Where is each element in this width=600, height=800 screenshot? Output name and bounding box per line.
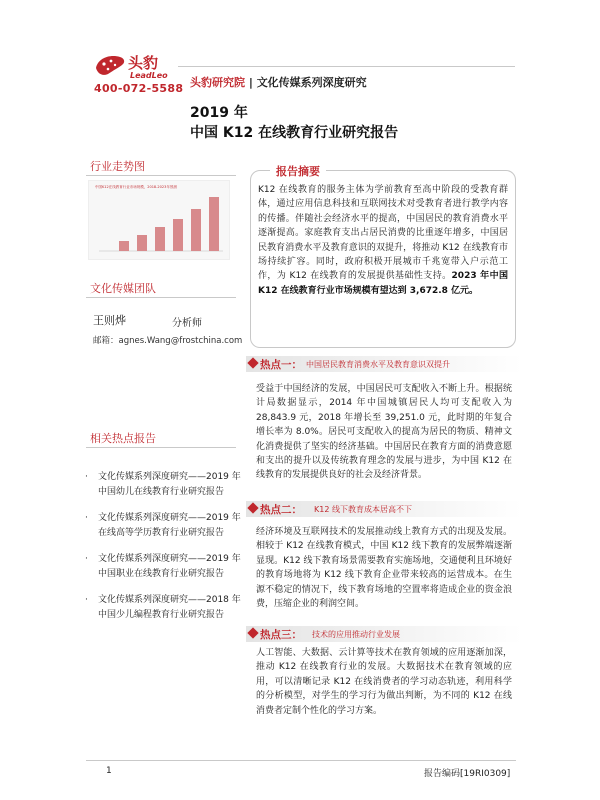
summary-text xyxy=(258,183,508,298)
related-report-item[interactable] xyxy=(84,552,244,582)
hotspot-1-header xyxy=(246,356,522,372)
hotspot-2-header xyxy=(246,501,522,517)
team-heading: 文化传媒团队 xyxy=(90,282,156,295)
chart-bar-1 xyxy=(119,241,129,251)
report-year: 2019 年 xyxy=(190,105,248,121)
leadleo-logo xyxy=(92,48,172,86)
chart-title: 中国K12在线教育行业市场规模，2018-2023年预测 xyxy=(95,185,177,189)
hotspot-3-text: 人工智能、大数据、云计算等技术在教育领域的应用逐渐加深，推动 K12 在线教育行业的发展。大数据技术在教育领域的应用，可以清晰记录 K12 在线消费者的学习动态轨迹，利用科学的分析模型，对学生的学习行为做出判断，为不同的 K12 在线消费者定制个性化的学习方案。 xyxy=(256,648,512,716)
logo-subtext: LeadLeo xyxy=(130,71,168,80)
summary-body: K12 在线教育的服务主体为学前教育至高中阶段的受教育群体，通过应用信息科技和互联网技术对受教育者进行教学内容的传播。伴随社会经济水平的提高，中国居民的教育消费水平逐渐提高。家庭教育支出占居民消费的比重逐年增多，中国居民教育消费水平及教育意识的双提升，将推动 K12 在线教育市场持续扩容。同时，政府积极开展城市千兆宽带入户示范工作，为 K12 在线教育的发展提供基础性支持。 xyxy=(258,185,508,282)
hotspot-2-subtitle: K12 线下教育成本居高不下 xyxy=(314,505,412,514)
hotspot-1-text: 受益于中国经济的发展，中国居民可支配收入不断上升。根据统计局数据显示，2014 年中国城镇居民人均可支配收入为 28,843.9 元，2018 年增长至 39,251.0 元，此时期的年复合增长率为 8.0%。居民可支配收入的提高为居民的物质、精神文化消费提供了坚实的经济基础。中国居民在教育方面的消费意愿和支出的提升以及传统教育理念的发展与进步，为中国 K12 在线教育的发展提供良好的社会及经济背景。 xyxy=(256,384,512,481)
bullet-icon: · xyxy=(85,595,88,605)
brand-line xyxy=(190,74,367,90)
related-report-title: 文化传媒系列深度研究——2019 年在线高等学历教育行业研究报告 xyxy=(98,513,241,538)
chart-bar-5 xyxy=(191,209,201,251)
trend-divider xyxy=(86,175,236,176)
chart-bar-2 xyxy=(137,235,147,251)
related-report-item[interactable] xyxy=(84,511,244,541)
related-divider xyxy=(86,447,236,448)
report-title: 中国 K12 在线教育行业研究报告 xyxy=(190,125,399,141)
bullet-icon: · xyxy=(85,472,88,482)
analyst-name: 王则烨 xyxy=(93,314,126,327)
related-report-list xyxy=(84,470,244,634)
hotspot-1-label: 热点一： xyxy=(260,359,302,371)
page-number: 1 xyxy=(106,766,112,776)
chart-bar-4 xyxy=(173,219,183,251)
summary-highlight: 2023 年中国 K12 在线教育行业市场规模有望达到 3,672.8 亿元。 xyxy=(258,271,508,296)
logo-text: 头豹 xyxy=(128,54,159,72)
brand-separator: | xyxy=(245,76,257,89)
hotspot-1-subtitle: 中国居民教育消费水平及教育意识双提升 xyxy=(306,360,450,369)
leopard-icon xyxy=(96,56,124,75)
contact-phone: 400-072-5588 xyxy=(94,82,184,95)
report-code: 报告编码[19RI0309] xyxy=(424,769,511,779)
analyst-role: 分析师 xyxy=(172,318,202,329)
analyst-email: 邮箱：agnes.Wang@frostchina.com xyxy=(93,336,243,346)
bullet-icon: · xyxy=(85,513,88,523)
trend-chart xyxy=(88,180,230,260)
header-divider xyxy=(178,66,515,67)
footer-divider xyxy=(86,760,516,761)
hotspot-3-subtitle: 技术的应用推动行业发展 xyxy=(312,630,400,639)
related-report-title: 文化传媒系列深度研究——2019 年中国幼儿在线教育行业研究报告 xyxy=(98,472,241,497)
brand-series: 文化传媒系列深度研究 xyxy=(256,76,367,89)
brand-institute: 头豹研究院 xyxy=(190,76,245,89)
bullet-icon: · xyxy=(85,554,88,564)
team-divider xyxy=(86,297,236,298)
hotspot-3-header xyxy=(246,626,522,642)
related-report-item[interactable] xyxy=(84,470,244,500)
hotspot-3-label: 热点三： xyxy=(260,629,302,641)
hotspot-2-text: 经济环境及互联网技术的发展推动线上教育方式的出现及发展。相较于 K12 在线教育模式，中国 K12 线下教育的发展弊端逐渐显现。K12 线下教育场景需要教育实施场地，交通便利且环境好的教育场地将为 K12 线下教育企业带来较高的运营成本。在生源不稳定的情况下，线下教育场地的空置率将造成企业的资金浪费，压缩企业的利润空间。 xyxy=(256,527,512,610)
summary-title: 报告摘要 xyxy=(270,163,326,179)
chart-bar-3 xyxy=(155,227,165,251)
chart-bar-6 xyxy=(209,197,219,251)
related-report-title: 文化传媒系列深度研究——2018 年中国少儿编程教育行业研究报告 xyxy=(98,595,241,620)
related-report-item[interactable] xyxy=(84,593,244,623)
trend-heading: 行业走势图 xyxy=(90,160,145,173)
hotspot-2-label: 热点二： xyxy=(260,504,302,516)
related-heading: 相关热点报告 xyxy=(90,432,156,445)
related-report-title: 文化传媒系列深度研究——2019 年中国职业在线教育行业研究报告 xyxy=(98,554,241,579)
